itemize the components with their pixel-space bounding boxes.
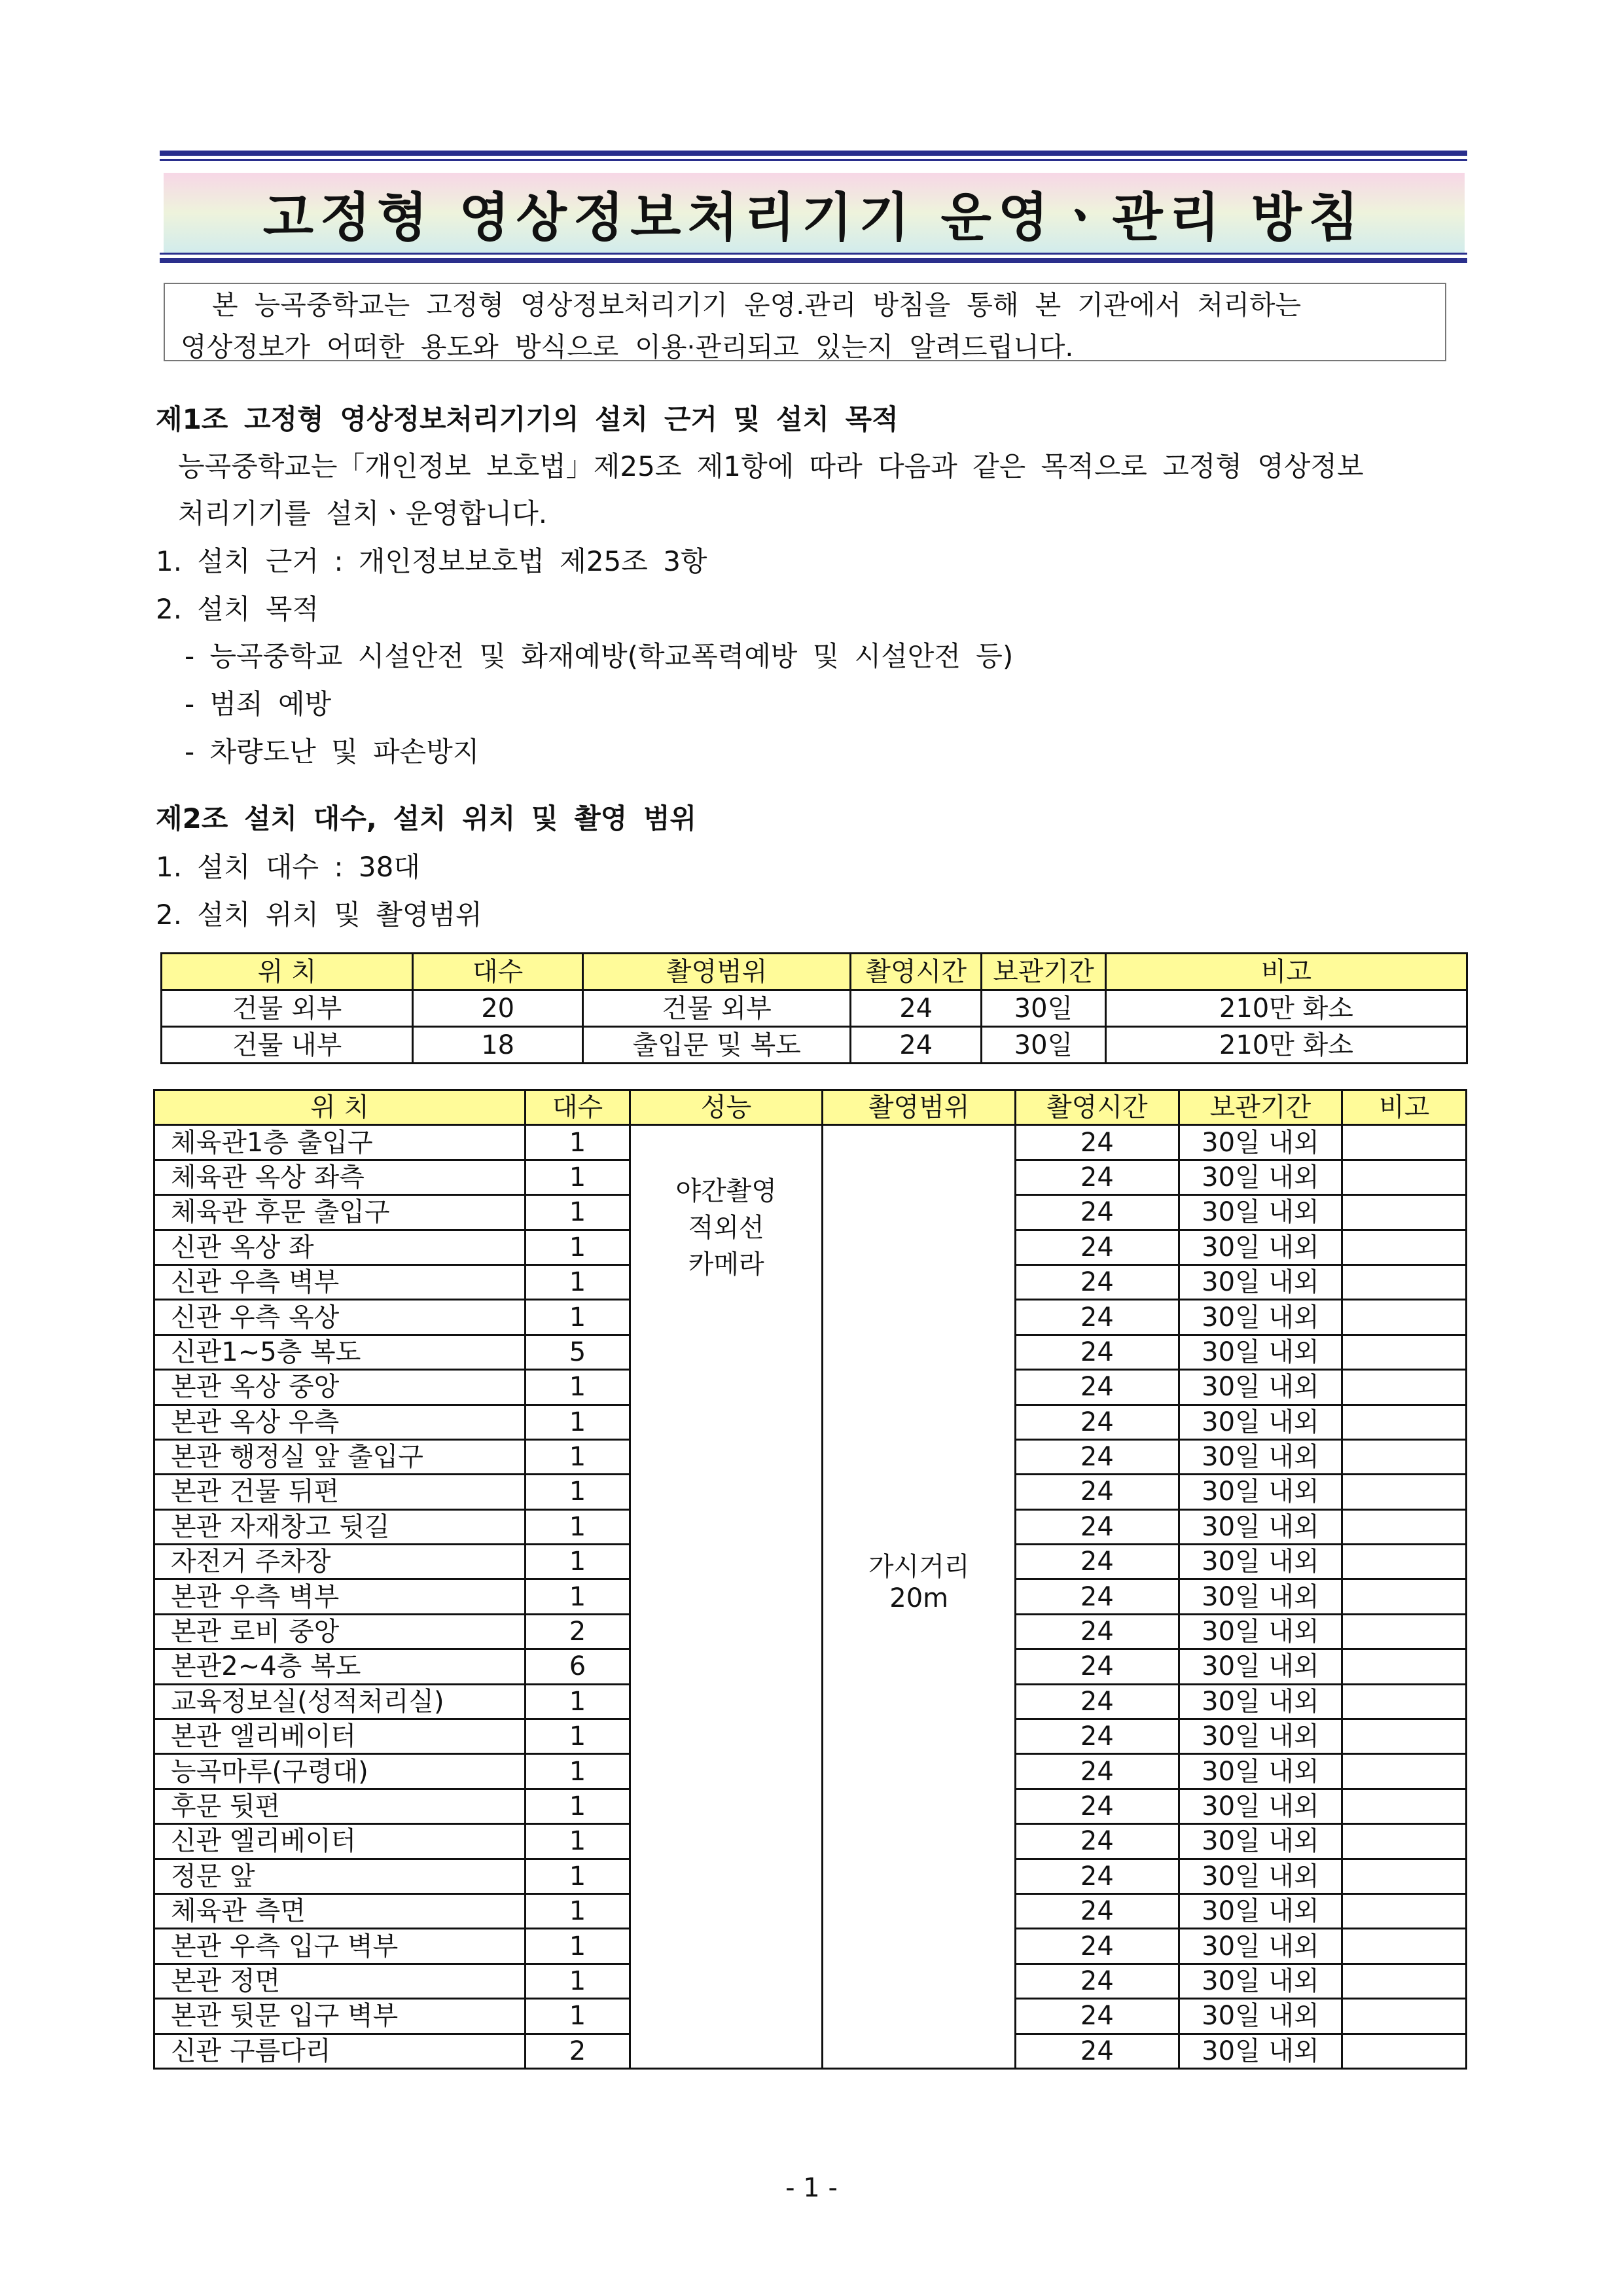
note-cell xyxy=(1342,1195,1467,1230)
note-cell xyxy=(1342,1405,1467,1439)
count-cell: 2 xyxy=(526,1614,630,1649)
note-cell xyxy=(1342,1684,1467,1719)
performance-line: 적외선 xyxy=(688,1213,764,1244)
hours-cell: 24 xyxy=(1016,1160,1179,1194)
count-cell: 1 xyxy=(526,1475,630,1509)
location-cell: 체육관 후문 출입구 xyxy=(154,1195,526,1230)
count-cell: 5 xyxy=(526,1335,630,1369)
count-cell: 1 xyxy=(526,1824,630,1859)
note-cell xyxy=(1342,1719,1467,1754)
location-cell: 본관 엘리베이터 xyxy=(154,1719,526,1754)
article1-para-line-1: 능곡중학교는「개인정보 보호법」제25조 제1항에 따라 다음과 같은 목적으로 고정형 영상정보 xyxy=(178,450,1364,482)
location-cell: 신관 우측 벽부 xyxy=(154,1265,526,1299)
location-cell: 신관 구름다리 xyxy=(154,2034,526,2068)
note-cell xyxy=(1342,1789,1467,1823)
table-cell: 210만 화소 xyxy=(1105,990,1467,1027)
count-cell: 1 xyxy=(526,1370,630,1405)
count-cell: 1 xyxy=(526,1545,630,1579)
table-cell: 건물 외부 xyxy=(162,990,413,1027)
detail-table xyxy=(153,1089,1467,2070)
retention-cell: 30일 내외 xyxy=(1179,1964,1342,1998)
note-cell xyxy=(1342,1579,1467,1614)
header-cell: 보관기간 xyxy=(1179,1090,1342,1125)
hours-cell: 24 xyxy=(1016,1545,1179,1579)
table-cell: 30일 xyxy=(982,990,1106,1027)
count-cell: 1 xyxy=(526,1195,630,1230)
note-cell xyxy=(1342,1649,1467,1684)
article1-para-line-2: 처리기기를 설치ㆍ운영합니다. xyxy=(178,497,548,529)
location-cell: 정문 앞 xyxy=(154,1859,526,1893)
purpose-item: - 능곡중학교 시설안전 및 화재예방(학교폭력예방 및 시설안전 등) xyxy=(185,640,1014,672)
range-cell xyxy=(823,1125,1016,2069)
intro-line-1: 본 능곡중학교는 고정형 영상정보처리기기 운영.관리 방침을 통해 본 기관에서 처리하는 xyxy=(212,289,1302,321)
count-cell: 1 xyxy=(526,1929,630,1964)
retention-cell: 30일 내외 xyxy=(1179,1335,1342,1369)
location-cell: 신관 우측 옥상 xyxy=(154,1300,526,1335)
retention-cell: 30일 내외 xyxy=(1179,1649,1342,1684)
count-cell: 1 xyxy=(526,1160,630,1194)
note-cell xyxy=(1342,1929,1467,1964)
note-cell xyxy=(1342,1893,1467,1928)
hours-cell: 24 xyxy=(1016,1195,1179,1230)
hours-cell: 24 xyxy=(1016,1475,1179,1509)
count-cell: 1 xyxy=(526,1265,630,1299)
header-cell: 촬영시간 xyxy=(851,954,982,990)
header-cell: 대수 xyxy=(413,954,583,990)
location-cell: 체육관1층 출입구 xyxy=(154,1125,526,1160)
note-cell xyxy=(1342,1300,1467,1335)
range-line: 20m xyxy=(889,1583,949,1614)
table-cell: 24 xyxy=(851,990,982,1027)
note-cell xyxy=(1342,1964,1467,1998)
retention-cell: 30일 내외 xyxy=(1179,1405,1342,1439)
location-cell: 본관2~4층 복도 xyxy=(154,1649,526,1684)
count-cell: 1 xyxy=(526,1964,630,1998)
article2-item-1: 1. 설치 대수 : 38대 xyxy=(156,851,420,883)
hours-cell: 24 xyxy=(1016,1929,1179,1964)
hours-cell: 24 xyxy=(1016,1230,1179,1265)
count-cell: 1 xyxy=(526,1754,630,1789)
hours-cell: 24 xyxy=(1016,2034,1179,2068)
count-cell: 1 xyxy=(526,1579,630,1614)
retention-cell: 30일 내외 xyxy=(1179,1893,1342,1928)
location-cell: 후문 뒷편 xyxy=(154,1789,526,1823)
table-row xyxy=(162,990,1467,1027)
hours-cell: 24 xyxy=(1016,1335,1179,1369)
count-cell: 2 xyxy=(526,2034,630,2068)
note-cell xyxy=(1342,1265,1467,1299)
header-cell: 위 치 xyxy=(162,954,413,990)
count-cell: 1 xyxy=(526,1230,630,1265)
page-number: - 1 - xyxy=(785,2173,838,2203)
location-cell: 체육관 옥상 좌측 xyxy=(154,1160,526,1194)
hours-cell: 24 xyxy=(1016,1859,1179,1893)
detail-table-header xyxy=(154,1090,1467,1125)
performance-line: 야간촬영 xyxy=(675,1176,777,1207)
count-cell: 1 xyxy=(526,1405,630,1439)
retention-cell: 30일 내외 xyxy=(1179,1684,1342,1719)
location-cell: 교육정보실(성적처리실) xyxy=(154,1684,526,1719)
retention-cell: 30일 내외 xyxy=(1179,1439,1342,1474)
retention-cell: 30일 내외 xyxy=(1179,1475,1342,1509)
table-cell: 210만 화소 xyxy=(1105,1027,1467,1064)
title-banner xyxy=(164,173,1465,253)
header-cell: 비고 xyxy=(1105,954,1467,990)
count-cell: 1 xyxy=(526,1859,630,1893)
retention-cell: 30일 내외 xyxy=(1179,1859,1342,1893)
table-cell: 24 xyxy=(851,1027,982,1064)
retention-cell: 30일 내외 xyxy=(1179,1614,1342,1649)
hours-cell: 24 xyxy=(1016,1754,1179,1789)
table-cell: 건물 내부 xyxy=(162,1027,413,1064)
summary-table-header xyxy=(162,954,1467,990)
location-cell: 능곡마루(구령대) xyxy=(154,1754,526,1789)
hours-cell: 24 xyxy=(1016,1999,1179,2034)
note-cell xyxy=(1342,2034,1467,2068)
location-cell: 자전거 주차장 xyxy=(154,1545,526,1579)
table-row xyxy=(154,1125,1467,1160)
location-cell: 체육관 측면 xyxy=(154,1893,526,1928)
header-cell: 촬영범위 xyxy=(823,1090,1016,1125)
hours-cell: 24 xyxy=(1016,1824,1179,1859)
hours-cell: 24 xyxy=(1016,1125,1179,1160)
retention-cell: 30일 내외 xyxy=(1179,1545,1342,1579)
note-cell xyxy=(1342,1370,1467,1405)
header-cell: 보관기간 xyxy=(982,954,1106,990)
count-cell: 1 xyxy=(526,1719,630,1754)
count-cell: 1 xyxy=(526,1893,630,1928)
retention-cell: 30일 내외 xyxy=(1179,1754,1342,1789)
article1-item-1: 1. 설치 근거 : 개인정보보호법 제25조 3항 xyxy=(156,545,707,577)
location-cell: 신관1~5층 복도 xyxy=(154,1335,526,1369)
location-cell: 본관 옥상 우측 xyxy=(154,1405,526,1439)
range-line: 가시거리 xyxy=(868,1552,970,1583)
note-cell xyxy=(1342,1509,1467,1544)
table-cell: 출입문 및 복도 xyxy=(583,1027,851,1064)
retention-cell: 30일 내외 xyxy=(1179,2034,1342,2068)
table-cell: 건물 외부 xyxy=(583,990,851,1027)
title-bottom-rule xyxy=(160,253,1467,263)
performance-cell xyxy=(630,1125,823,2069)
note-cell xyxy=(1342,1824,1467,1859)
count-cell: 1 xyxy=(526,1509,630,1544)
performance-line: 카메라 xyxy=(688,1249,764,1280)
count-cell: 1 xyxy=(526,1999,630,2034)
note-cell xyxy=(1342,1754,1467,1789)
retention-cell: 30일 내외 xyxy=(1179,1370,1342,1405)
header-cell: 촬영시간 xyxy=(1016,1090,1179,1125)
hours-cell: 24 xyxy=(1016,1370,1179,1405)
note-cell xyxy=(1342,1614,1467,1649)
count-cell: 1 xyxy=(526,1439,630,1474)
purpose-item: - 차량도난 및 파손방지 xyxy=(185,736,480,768)
count-cell: 6 xyxy=(526,1649,630,1684)
article1-heading: 제1조 고정형 영상정보처리기기의 설치 근거 및 설치 목적 xyxy=(156,403,899,435)
retention-cell: 30일 내외 xyxy=(1179,1265,1342,1299)
hours-cell: 24 xyxy=(1016,1789,1179,1823)
location-cell: 본관 우측 입구 벽부 xyxy=(154,1929,526,1964)
hours-cell: 24 xyxy=(1016,1265,1179,1299)
location-cell: 본관 옥상 중앙 xyxy=(154,1370,526,1405)
note-cell xyxy=(1342,1439,1467,1474)
table-cell: 18 xyxy=(413,1027,583,1064)
retention-cell: 30일 내외 xyxy=(1179,1579,1342,1614)
header-cell: 대수 xyxy=(526,1090,630,1125)
intro-line-2: 영상정보가 어떠한 용도와 방식으로 이용·관리되고 있는지 알려드립니다. xyxy=(181,331,1074,363)
hours-cell: 24 xyxy=(1016,1719,1179,1754)
location-cell: 신관 엘리베이터 xyxy=(154,1824,526,1859)
note-cell xyxy=(1342,1859,1467,1893)
header-cell: 비고 xyxy=(1342,1090,1467,1125)
retention-cell: 30일 내외 xyxy=(1179,1719,1342,1754)
retention-cell: 30일 내외 xyxy=(1179,1824,1342,1859)
note-cell xyxy=(1342,1545,1467,1579)
retention-cell: 30일 내외 xyxy=(1179,1160,1342,1194)
location-cell: 본관 행정실 앞 출입구 xyxy=(154,1439,526,1474)
header-cell: 성능 xyxy=(630,1090,823,1125)
count-cell: 1 xyxy=(526,1684,630,1719)
table-cell: 20 xyxy=(413,990,583,1027)
location-cell: 본관 우측 벽부 xyxy=(154,1579,526,1614)
count-cell: 1 xyxy=(526,1789,630,1823)
retention-cell: 30일 내외 xyxy=(1179,1300,1342,1335)
retention-cell: 30일 내외 xyxy=(1179,1789,1342,1823)
hours-cell: 24 xyxy=(1016,1579,1179,1614)
note-cell xyxy=(1342,1160,1467,1194)
retention-cell: 30일 내외 xyxy=(1179,1195,1342,1230)
header-cell: 위 치 xyxy=(154,1090,526,1125)
article2-heading: 제2조 설치 대수, 설치 위치 및 촬영 범위 xyxy=(156,802,697,834)
page-title: 고정형 영상정보처리기기 운영ㆍ관리 방침 xyxy=(262,187,1366,248)
location-cell: 본관 뒷문 입구 벽부 xyxy=(154,1999,526,2034)
table-cell: 30일 xyxy=(982,1027,1106,1064)
location-cell: 본관 로비 중앙 xyxy=(154,1614,526,1649)
hours-cell: 24 xyxy=(1016,1405,1179,1439)
retention-cell: 30일 내외 xyxy=(1179,1125,1342,1160)
location-cell: 본관 자재창고 뒷길 xyxy=(154,1509,526,1544)
retention-cell: 30일 내외 xyxy=(1179,1999,1342,2034)
hours-cell: 24 xyxy=(1016,1649,1179,1684)
summary-table xyxy=(160,952,1468,1064)
hours-cell: 24 xyxy=(1016,1684,1179,1719)
purpose-item: - 범죄 예방 xyxy=(185,688,332,720)
hours-cell: 24 xyxy=(1016,1614,1179,1649)
intro-box xyxy=(164,283,1446,361)
hours-cell: 24 xyxy=(1016,1439,1179,1474)
article1-item-2: 2. 설치 목적 xyxy=(156,593,319,625)
title-top-rule xyxy=(160,151,1467,161)
retention-cell: 30일 내외 xyxy=(1179,1929,1342,1964)
article2-item-2: 2. 설치 위치 및 촬영범위 xyxy=(156,899,482,931)
hours-cell: 24 xyxy=(1016,1509,1179,1544)
count-cell: 1 xyxy=(526,1125,630,1160)
header-cell: 촬영범위 xyxy=(583,954,851,990)
location-cell: 본관 건물 뒤편 xyxy=(154,1475,526,1509)
count-cell: 1 xyxy=(526,1300,630,1335)
note-cell xyxy=(1342,1230,1467,1265)
note-cell xyxy=(1342,1125,1467,1160)
location-cell: 본관 정면 xyxy=(154,1964,526,1998)
note-cell xyxy=(1342,1999,1467,2034)
hours-cell: 24 xyxy=(1016,1300,1179,1335)
table-row xyxy=(162,1027,1467,1064)
retention-cell: 30일 내외 xyxy=(1179,1509,1342,1544)
note-cell xyxy=(1342,1475,1467,1509)
hours-cell: 24 xyxy=(1016,1964,1179,1998)
hours-cell: 24 xyxy=(1016,1893,1179,1928)
location-cell: 신관 옥상 좌 xyxy=(154,1230,526,1265)
retention-cell: 30일 내외 xyxy=(1179,1230,1342,1265)
note-cell xyxy=(1342,1335,1467,1369)
